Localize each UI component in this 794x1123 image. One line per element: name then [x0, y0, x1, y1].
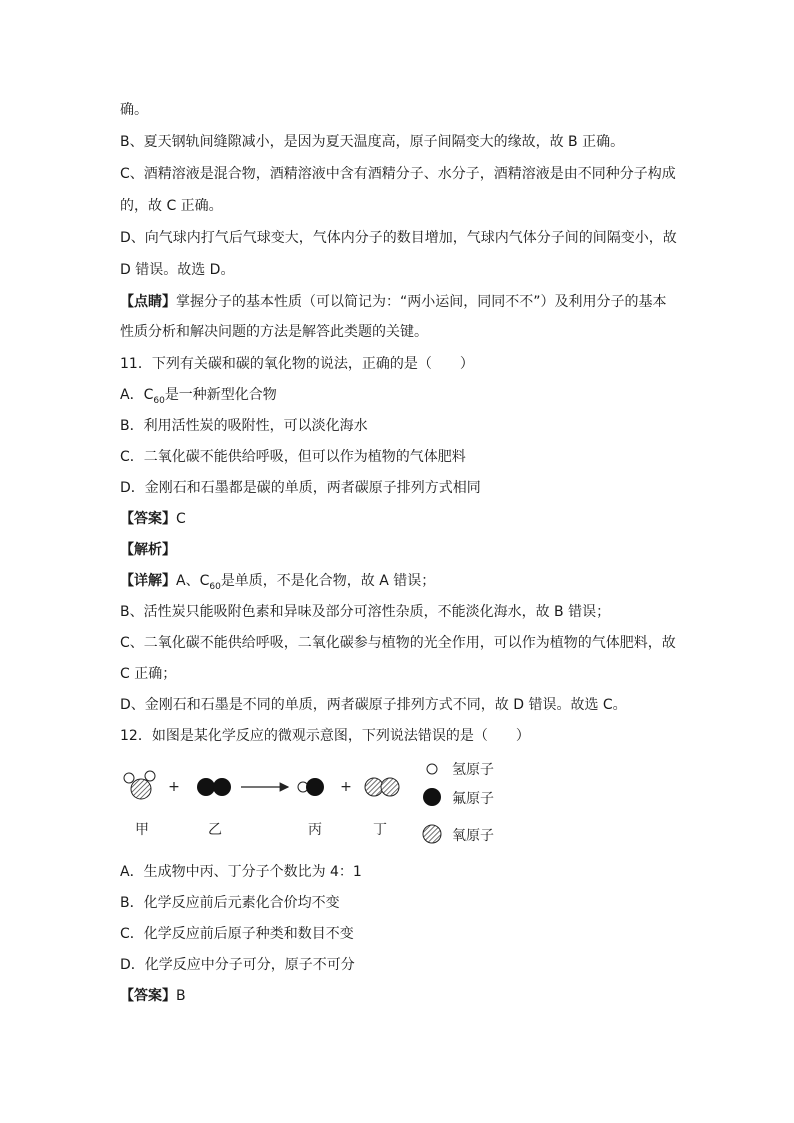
oxygen-atom [365, 778, 383, 796]
answer-value: B [176, 988, 186, 1004]
answer-tag: 【答案】 [120, 511, 176, 527]
hydrogen-atom [124, 773, 134, 783]
text-line: 性质分析和解决问题的方法是解答此类题的关键。 [120, 324, 428, 340]
label-ding: 丁 [373, 822, 387, 838]
analysis-tag: 【解析】 [120, 542, 176, 558]
molecule-bing [298, 778, 324, 796]
dianjing-text: 掌握分子的基本性质（可以简记为：“两小运间，同同不不”）及利用分子的基本 [176, 294, 667, 310]
oxygen-atom [381, 778, 399, 796]
detail-b: B、活性炭只能吸附色素和异味及部分可溶性杂质，不能淡化海水，故 B 错误； [120, 604, 611, 620]
molecule-ding [365, 778, 399, 796]
option-12a: A．生成物中丙、丁分子个数比为 4：1 [120, 864, 362, 880]
option-11b: B．利用活性炭的吸附性，可以淡化海水 [120, 418, 368, 434]
detail-c-cont: C 正确； [120, 666, 177, 682]
label-yi: 乙 [208, 822, 222, 838]
text-line: 确。 [120, 102, 148, 118]
label-jia: 甲 [135, 822, 149, 838]
text-line: C、酒精溶液是混合物，酒精溶液中含有酒精分子、水分子，酒精溶液是由不同种分子构成 [120, 166, 676, 182]
legend-hydrogen-icon [427, 764, 437, 774]
option-12b: B．化学反应前后元素化合价均不变 [120, 895, 340, 911]
dianjing-tag: 【点睛】 [120, 294, 176, 310]
detail-text: A、C [176, 573, 210, 589]
text-line: D、向气球内打气后气球变大，气体内分子的数目增加，气球内气体分子间的间隔变小，故 [120, 230, 677, 246]
molecule-yi [197, 778, 231, 796]
detail-text: 是单质，不是化合物，故 A 错误； [220, 573, 436, 589]
detail-c: C、二氧化碳不能供给呼吸，二氧化碳参与植物的光全作用，可以作为植物的气体肥料，故 [120, 635, 676, 651]
plus-sign: + [168, 779, 180, 795]
option-11d: D．金刚石和石墨都是碳的单质，两者碳原子排列方式相同 [120, 480, 481, 496]
option-12c: C．化学反应前后原子种类和数目不变 [120, 926, 354, 942]
hydrogen-atom [145, 771, 155, 781]
legend-oxygen-icon [423, 825, 441, 843]
detail-tag: 【详解】 [120, 573, 176, 589]
dianjing-line [120, 292, 667, 312]
detail-a [120, 571, 435, 597]
option-12d: D．化学反应中分子可分，原子不可分 [120, 957, 355, 973]
legend-fluorine-label: 氟原子 [452, 791, 494, 807]
label-bing: 丙 [308, 822, 322, 838]
option-text: 是一种新型化合物 [164, 387, 277, 403]
subscript: 60 [153, 395, 165, 406]
legend-oxygen-label: 氧原子 [452, 828, 494, 844]
question-11: 11．下列有关碳和碳的氧化物的说法，正确的是（ ） [120, 356, 474, 372]
option-text: A．C [120, 387, 154, 403]
question-12: 12．如图是某化学反应的微观示意图，下列说法错误的是（ ） [120, 728, 530, 744]
detail-d: D、金刚石和石墨是不同的单质，两者碳原子排列方式不同，故 D 错误。故选 C。 [120, 697, 627, 713]
fluorine-atom [197, 778, 215, 796]
plus-sign: + [340, 779, 352, 795]
reaction-diagram [118, 756, 518, 856]
oxygen-atom [131, 779, 151, 799]
option-11a [120, 385, 277, 411]
fluorine-atom [213, 778, 231, 796]
molecule-jia [124, 771, 155, 799]
legend-fluorine-icon [423, 788, 441, 806]
text-line: 的，故 C 正确。 [120, 198, 223, 214]
answer-11 [120, 509, 186, 529]
text-line: B、夏天钢轨间缝隙减小，是因为夏天温度高，原子间隔变大的缘故，故 B 正确。 [120, 134, 625, 150]
fluorine-atom [306, 778, 324, 796]
answer-value: C [176, 511, 186, 527]
subscript: 60 [209, 581, 221, 592]
answer-tag: 【答案】 [120, 988, 176, 1004]
legend [423, 762, 494, 844]
answer-12 [120, 986, 186, 1006]
text-line: D 错误。故选 D。 [120, 262, 235, 278]
option-11c: C．二氧化碳不能供给呼吸，但可以作为植物的气体肥料 [120, 449, 466, 465]
legend-hydrogen-label: 氢原子 [452, 762, 494, 778]
